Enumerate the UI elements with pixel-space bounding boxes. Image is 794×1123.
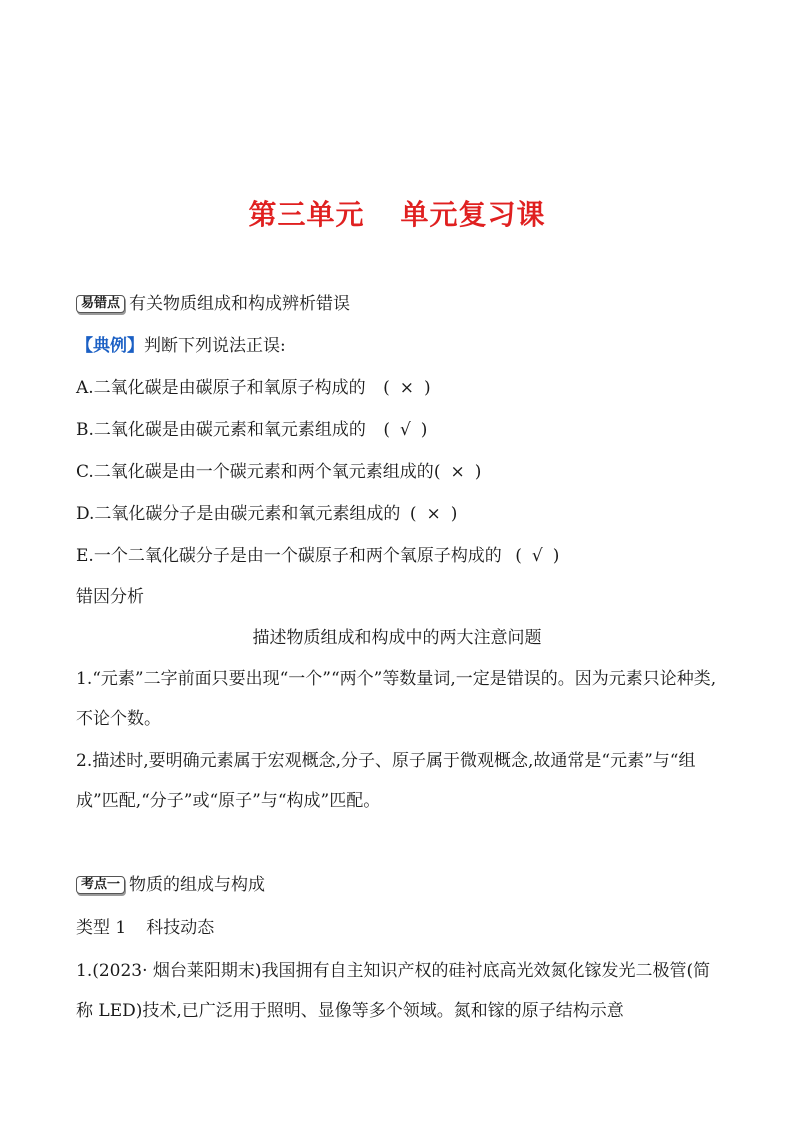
- bracket-open: (: [433, 462, 441, 482]
- bracket-close: ): [450, 504, 458, 524]
- statement-d: [76, 502, 457, 526]
- analysis-title: 描述物质组成和构成中的两大注意问题: [252, 628, 542, 648]
- statement-e: [76, 544, 559, 568]
- statement-text: D.二氧化碳分子是由碳元素和氧元素组成的: [76, 504, 401, 524]
- title-unit: 第三单元: [248, 198, 365, 231]
- statement-c: [76, 460, 481, 484]
- statement-text: E.一个二氧化碳分子是由一个碳原子和两个氧原子构成的: [76, 546, 502, 566]
- bracket-open: (: [515, 546, 522, 566]
- example-prompt: 判断下列说法正误:: [144, 336, 286, 356]
- question-1: 1.(2023· 烟台莱阳期末)我国拥有自主知识产权的硅衬底高光效氮化镓发光二极管(简称 LED)技术,已广泛用于照明、显像等多个领域。氮和镓的原子结构示意: [76, 961, 711, 1021]
- title-review: 单元复习课: [400, 198, 546, 231]
- section2-heading: 物质的组成与构成: [129, 875, 266, 895]
- answer-mark: ×: [399, 378, 414, 398]
- analysis-point-2: 2.描述时,要明确元素属于宏观概念,分子、原子属于微观概念,故通常是“元素”与“组成”匹配,“分子”或“原子”与“构成”匹配。: [76, 751, 696, 811]
- example-label: 【典例】: [76, 336, 144, 356]
- analysis-point-1: 1.“元素”二字前面只要出现“一个”“两个”等数量词,一定是错误的。因为元素只论种类,不论个数。: [76, 669, 717, 729]
- statement-text: C.二氧化碳是由一个碳元素和两个氧元素组成的: [76, 462, 434, 482]
- section2-header: [76, 873, 265, 897]
- bracket-open: (: [383, 378, 390, 398]
- section1-header: [76, 292, 350, 316]
- bracket-close: ): [420, 420, 428, 440]
- type-line: [76, 916, 214, 940]
- page-title: [0, 193, 794, 233]
- answer-mark: √: [531, 546, 543, 566]
- exam-point-tag: 考点一: [76, 876, 125, 894]
- example-line: [76, 334, 286, 358]
- error-point-tag: 易错点: [76, 295, 125, 313]
- bracket-close: ): [474, 462, 482, 482]
- statement-text: A.二氧化碳是由碳原子和氧原子构成的: [76, 378, 366, 398]
- statement-b: [76, 418, 427, 442]
- answer-mark: ×: [426, 504, 441, 524]
- bracket-open: (: [383, 420, 390, 440]
- bracket-close: ): [423, 378, 431, 398]
- answer-mark: √: [399, 420, 411, 440]
- bracket-open: (: [409, 504, 417, 524]
- statement-a: [76, 376, 431, 400]
- bracket-close: ): [552, 546, 560, 566]
- answer-mark: ×: [450, 462, 465, 482]
- type-label: 类型 1: [76, 918, 127, 938]
- analysis-label: 错因分析: [76, 587, 144, 607]
- statement-text: B.二氧化碳是由碳元素和氧元素组成的: [76, 420, 366, 440]
- type-name: 科技动态: [146, 918, 215, 938]
- section1-heading: 有关物质组成和构成辨析错误: [129, 294, 351, 314]
